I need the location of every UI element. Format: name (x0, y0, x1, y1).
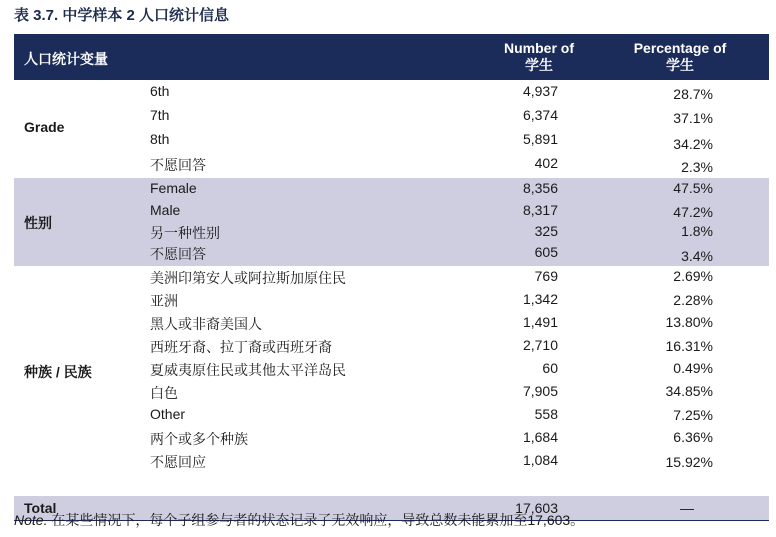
row-number: 1,491 (522, 314, 558, 330)
row-label: 夏威夷原住民或其他太平洋岛民 (150, 362, 346, 378)
row-number: 8,356 (522, 180, 558, 196)
header-percentage: Percentage of 学生 (633, 40, 727, 73)
row-number: 7,905 (522, 383, 558, 399)
row-number: 1,342 (522, 291, 558, 307)
row-percentage: 16.31% (665, 338, 713, 354)
group-label: Grade (24, 119, 65, 135)
row-percentage: 47.5% (673, 180, 713, 196)
row-number: 4,937 (522, 83, 558, 99)
row-number: 769 (534, 268, 558, 284)
group-0 (14, 80, 769, 178)
row-percentage: 7.25% (673, 407, 713, 423)
row-percentage: 34.85% (665, 383, 713, 399)
row-percentage: 2.69% (673, 268, 713, 284)
row-label: 8th (150, 131, 170, 147)
row-number: 325 (534, 223, 558, 239)
row-percentage: 37.1% (673, 110, 713, 126)
row-label: Female (150, 180, 197, 196)
header-variable: 人口统计变量 (24, 51, 108, 67)
row-percentage: 47.2% (673, 204, 713, 220)
row-percentage: 1.8% (681, 223, 713, 239)
row-number: 5,891 (522, 131, 558, 147)
group-label: 种族 / 民族 (24, 364, 92, 380)
row-label: 黑人或非裔美国人 (150, 316, 262, 332)
row-percentage: 13.80% (665, 314, 713, 330)
row-number: 402 (534, 155, 558, 171)
row-number: 2,710 (522, 337, 558, 353)
row-number: 605 (534, 244, 558, 260)
group-label: 性别 (24, 215, 52, 231)
header-number: Number of 学生 (504, 40, 574, 73)
row-percentage: 2.3% (681, 159, 713, 175)
row-percentage: 15.92% (665, 454, 713, 470)
group-2 (14, 266, 769, 496)
row-label: 美洲印第安人或阿拉斯加原住民 (150, 270, 346, 286)
group-1 (14, 178, 769, 266)
row-label: Other (150, 406, 186, 422)
row-label: 另一种性别 (150, 225, 220, 241)
row-number: 558 (534, 406, 558, 422)
row-label: 西班牙裔、拉丁裔或西班牙裔 (150, 339, 332, 355)
table-body (14, 80, 769, 496)
table-note: Note. 在某些情况下，每个子组参与者的状态记录了无效响应，导致总数未能累加至17,603。 (14, 512, 585, 528)
row-label: Male (150, 202, 181, 218)
row-number: 6,374 (522, 107, 558, 123)
row-label: 两个或多个种族 (150, 431, 248, 447)
row-percentage: 34.2% (673, 136, 713, 152)
row-number: 8,317 (522, 202, 558, 218)
row-label: 不愿回答 (150, 246, 206, 262)
row-label: 亚洲 (150, 293, 178, 309)
row-percentage: 0.49% (673, 360, 713, 376)
demographics-table (14, 34, 769, 520)
row-number: 1,084 (522, 452, 558, 468)
row-number: 1,684 (522, 429, 558, 445)
row-percentage: 6.36% (673, 429, 713, 445)
total-number: 17,603 (515, 500, 558, 516)
row-percentage: 3.4% (681, 248, 713, 264)
row-percentage: 2.28% (673, 292, 713, 308)
row-label: 7th (150, 107, 170, 123)
total-label: Total (24, 500, 57, 516)
total-percentage: — (680, 500, 694, 516)
row-label: 不愿回应 (150, 454, 206, 470)
row-percentage: 28.7% (673, 86, 713, 102)
row-label: 6th (150, 83, 170, 99)
row-label: 不愿回答 (150, 157, 206, 173)
row-label: 白色 (150, 385, 178, 401)
row-number: 60 (542, 360, 558, 376)
table-title: 表 3.7. 中学样本 2 人口统计信息 (14, 7, 230, 24)
table-header (14, 34, 769, 80)
